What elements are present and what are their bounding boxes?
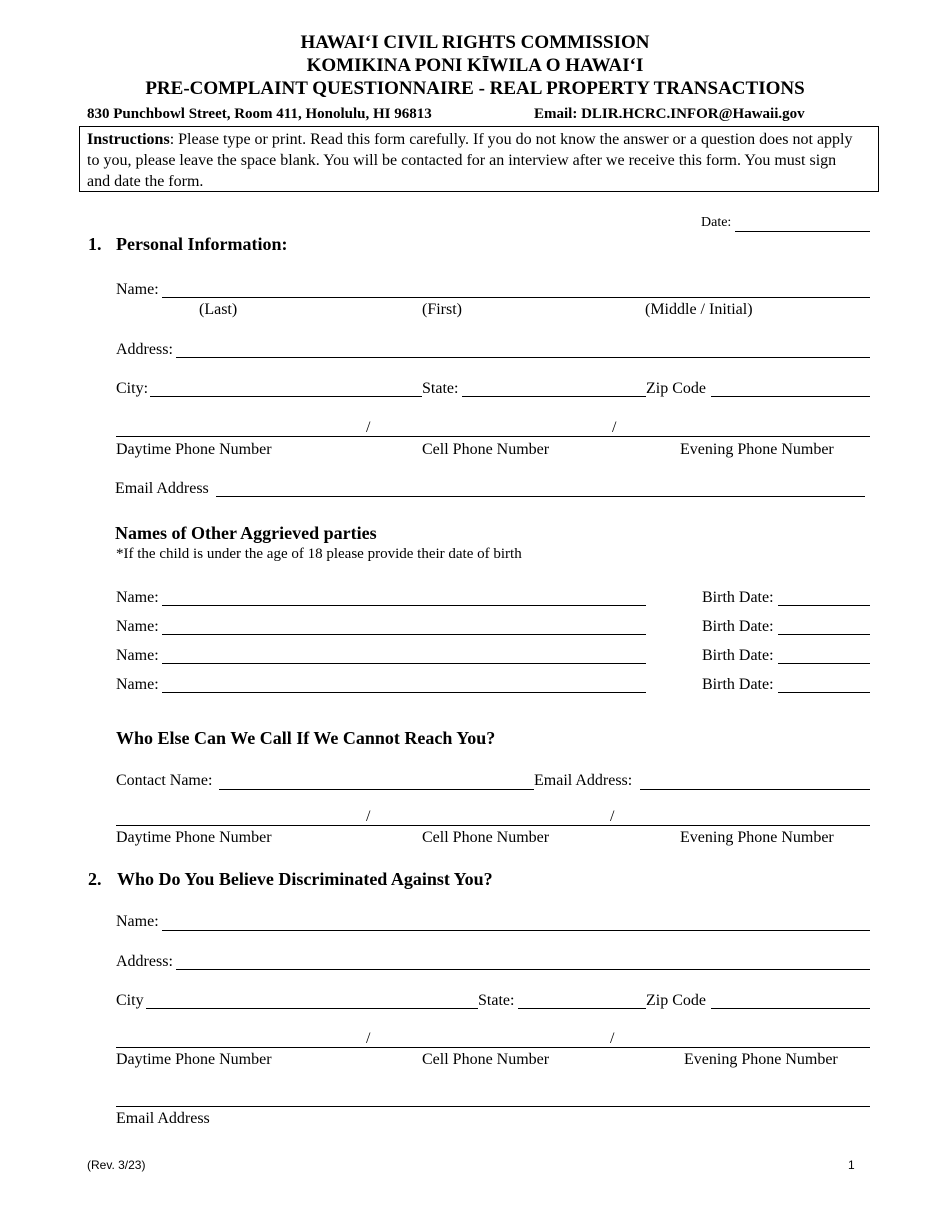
instructions-text <box>87 129 857 192</box>
contact-name-field[interactable] <box>219 789 534 790</box>
respondent-zip-field[interactable] <box>711 1008 870 1009</box>
office-email: Email: DLIR.HCRC.INFOR@Hawaii.gov <box>534 106 805 122</box>
phone-separator: / <box>366 808 371 825</box>
aggrieved-name-field[interactable] <box>162 634 646 635</box>
name-hint-middle: (Middle / Initial) <box>645 301 753 318</box>
aggrieved-name-field[interactable] <box>162 692 646 693</box>
email-field[interactable] <box>216 496 865 497</box>
birth-date-label: Birth Date: <box>702 618 774 635</box>
phone-separator: / <box>610 808 615 825</box>
respondent-phone-field[interactable] <box>116 1047 870 1048</box>
respondent-city-label: City <box>116 992 144 1009</box>
respondent-state-field[interactable] <box>518 1008 646 1009</box>
respondent-email-label: Email Address <box>116 1110 210 1127</box>
name-field[interactable] <box>162 297 870 298</box>
aggrieved-name-label: Name: <box>116 676 159 693</box>
cell-phone-label: Cell Phone Number <box>422 441 550 458</box>
aggrieved-title: Names of Other Aggrieved parties <box>115 523 377 543</box>
evening-phone-label: Evening Phone Number <box>680 441 834 458</box>
section-1-title: Personal Information: <box>116 234 288 254</box>
contact-email-field[interactable] <box>640 789 870 790</box>
commission-title-hawaiian: KOMIKINA PONI KĪWILA O HAWAIʻI <box>306 55 644 76</box>
city-field[interactable] <box>150 396 422 397</box>
phone-separator: / <box>612 419 617 436</box>
commission-title: HAWAIʻI CIVIL RIGHTS COMMISSION <box>300 32 650 53</box>
aggrieved-name-label: Name: <box>116 647 159 664</box>
contact-email-label: Email Address: <box>534 772 633 789</box>
daytime-phone-label: Daytime Phone Number <box>116 441 272 458</box>
respondent-name-label: Name: <box>116 913 159 930</box>
phone-numbers-field[interactable] <box>116 436 870 437</box>
zip-label: Zip Code <box>646 380 706 397</box>
contact-evening-phone-label: Evening Phone Number <box>680 829 834 846</box>
aggrieved-name-label: Name: <box>116 618 159 635</box>
birth-date-label: Birth Date: <box>702 647 774 664</box>
respondent-evening-phone-label: Evening Phone Number <box>684 1051 838 1068</box>
date-label: Date: <box>701 215 732 230</box>
respondent-address-field[interactable] <box>176 969 870 970</box>
instructions-label: Instructions <box>87 131 170 148</box>
aggrieved-name-label: Name: <box>116 589 159 606</box>
aggrieved-name-field[interactable] <box>162 663 646 664</box>
respondent-zip-label: Zip Code <box>646 992 706 1009</box>
respondent-address-label: Address: <box>116 953 173 970</box>
respondent-cell-phone-label: Cell Phone Number <box>422 1051 550 1068</box>
aggrieved-note: *If the child is under the age of 18 please provide their date of birth <box>116 546 522 562</box>
city-label: City: <box>116 380 149 397</box>
phone-separator: / <box>366 419 371 436</box>
birth-date-field[interactable] <box>778 605 870 606</box>
contact-name-label: Contact Name: <box>116 772 213 789</box>
respondent-name-field[interactable] <box>162 930 870 931</box>
state-field[interactable] <box>462 396 646 397</box>
respondent-email-field[interactable] <box>116 1106 870 1107</box>
address-field[interactable] <box>176 357 870 358</box>
state-label: State: <box>422 380 459 397</box>
birth-date-field[interactable] <box>778 634 870 635</box>
name-label: Name: <box>116 281 159 298</box>
birth-date-label: Birth Date: <box>702 676 774 693</box>
instructions-body: : Please type or print. Read this form carefully. If you do not know the answer or a question does not apply to you, please leave the space blank. You will be contacted for an interview after we receive this form. You must sign and date the form. <box>87 131 853 190</box>
respondent-city-field[interactable] <box>146 1008 478 1009</box>
date-field[interactable] <box>735 231 870 232</box>
email-label: Email Address <box>115 480 209 497</box>
office-address: 830 Punchbowl Street, Room 411, Honolulu, HI 96813 <box>87 106 432 122</box>
section-1-number: 1. <box>88 234 102 254</box>
birth-date-field[interactable] <box>778 692 870 693</box>
name-hint-last: (Last) <box>199 301 238 318</box>
respondent-daytime-phone-label: Daytime Phone Number <box>116 1051 272 1068</box>
contact-cell-phone-label: Cell Phone Number <box>422 829 550 846</box>
respondent-state-label: State: <box>478 992 515 1009</box>
birth-date-field[interactable] <box>778 663 870 664</box>
page-number: 1 <box>848 1158 855 1172</box>
address-label: Address: <box>116 341 173 358</box>
section-2-number: 2. <box>88 869 102 889</box>
zip-field[interactable] <box>711 396 870 397</box>
aggrieved-name-field[interactable] <box>162 605 646 606</box>
section-2-title: Who Do You Believe Discriminated Against You? <box>117 869 493 889</box>
revision-label: (Rev. 3/23) <box>87 1158 146 1172</box>
form-title: PRE-COMPLAINT QUESTIONNAIRE - REAL PROPERTY TRANSACTIONS <box>145 78 805 99</box>
birth-date-label: Birth Date: <box>702 589 774 606</box>
phone-separator: / <box>366 1030 371 1047</box>
contact-phone-field[interactable] <box>116 825 870 826</box>
phone-separator: / <box>610 1030 615 1047</box>
contact-title: Who Else Can We Call If We Cannot Reach You? <box>116 728 496 748</box>
contact-daytime-phone-label: Daytime Phone Number <box>116 829 272 846</box>
name-hint-first: (First) <box>422 301 462 318</box>
